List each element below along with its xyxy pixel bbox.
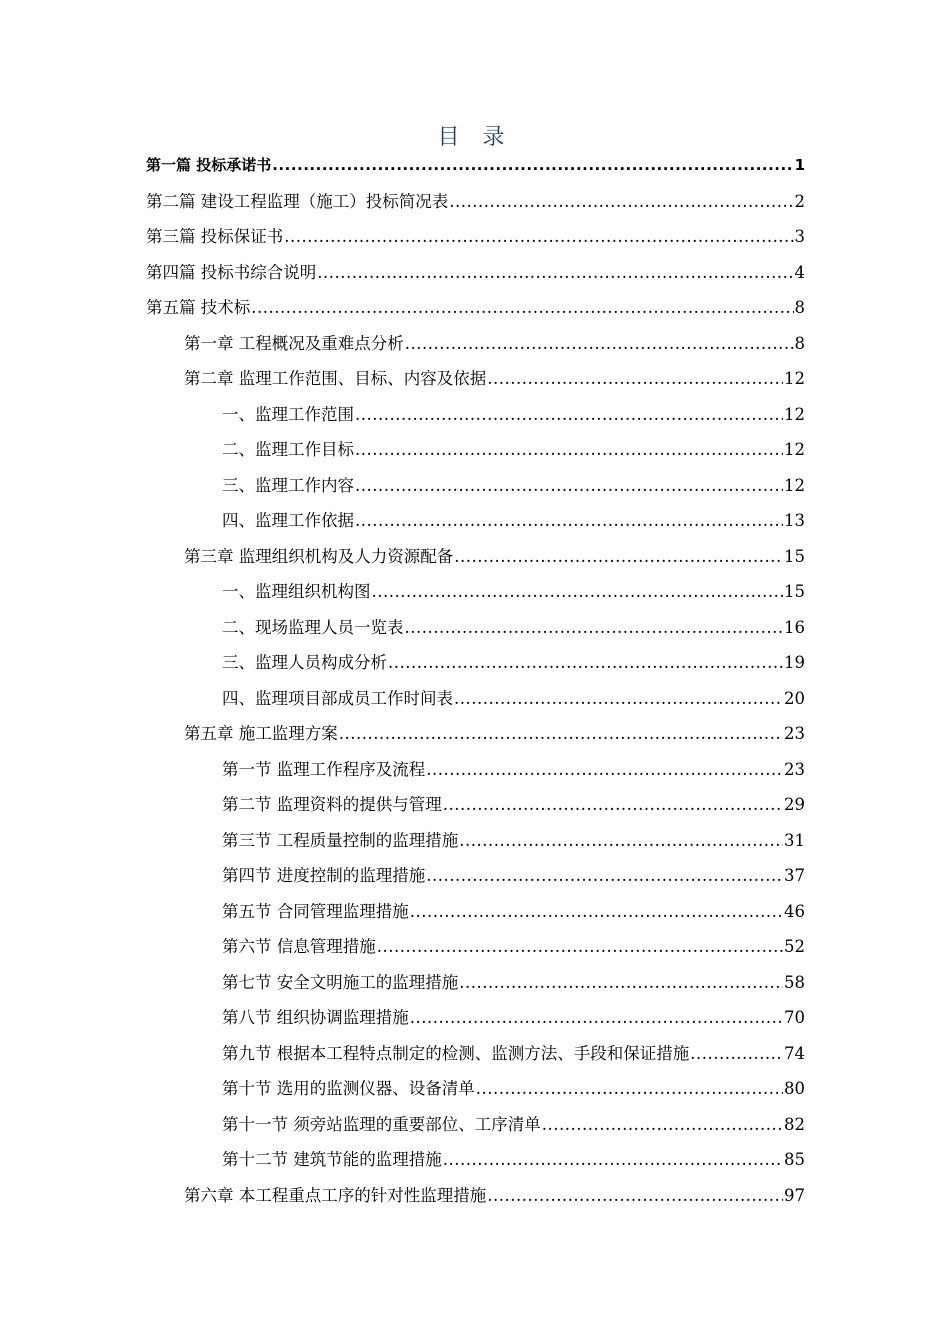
toc-entry-page: 3 bbox=[794, 227, 805, 246]
toc-entry-label: 第三节 工程质量控制的监理措施 bbox=[222, 831, 459, 850]
toc-entry-label: 第三章 监理组织机构及人力资源配备 bbox=[184, 547, 454, 566]
toc-entry-label: 第六节 信息管理措施 bbox=[222, 937, 376, 956]
toc-entry-label: 一、监理工作范围 bbox=[222, 405, 354, 424]
toc-entry[interactable] bbox=[222, 792, 805, 818]
toc-entry-label: 第八节 组织协调监理措施 bbox=[222, 1008, 409, 1027]
toc-entry-label: 第五章 施工监理方案 bbox=[184, 724, 338, 743]
dot-leader bbox=[454, 544, 783, 570]
toc-entry[interactable] bbox=[222, 1147, 805, 1173]
toc-entry[interactable] bbox=[222, 899, 805, 925]
dot-leader bbox=[476, 1076, 783, 1102]
toc-entry-page: 12 bbox=[784, 405, 805, 424]
toc-entry-label: 二、现场监理人员一览表 bbox=[222, 618, 404, 637]
dot-leader bbox=[426, 757, 783, 783]
toc-entry-label: 三、监理人员构成分析 bbox=[222, 653, 387, 672]
toc-entry-label: 第一节 监理工作程序及流程 bbox=[222, 760, 426, 779]
dot-leader bbox=[284, 224, 793, 250]
dot-leader bbox=[410, 1005, 783, 1031]
toc-entry-page: 97 bbox=[784, 1186, 805, 1205]
dot-leader bbox=[377, 934, 783, 960]
toc-entry-page: 82 bbox=[784, 1115, 805, 1134]
dot-leader bbox=[410, 899, 783, 925]
toc-entry[interactable] bbox=[222, 402, 805, 428]
dot-leader bbox=[542, 1112, 783, 1138]
toc-entry-label: 第二章 监理工作范围、目标、内容及依据 bbox=[184, 369, 487, 388]
toc-entry-page: 85 bbox=[784, 1150, 805, 1169]
toc-entry[interactable] bbox=[146, 260, 805, 286]
toc-entry-page: 2 bbox=[794, 192, 805, 211]
toc-entry[interactable] bbox=[184, 721, 805, 747]
toc-entry-page: 31 bbox=[784, 831, 805, 850]
toc-entry-label: 第五节 合同管理监理措施 bbox=[222, 902, 409, 921]
dot-leader bbox=[443, 792, 783, 818]
toc-entry[interactable] bbox=[222, 686, 805, 712]
toc-entry[interactable] bbox=[146, 295, 805, 321]
toc-entry-page: 70 bbox=[784, 1008, 805, 1027]
dot-leader bbox=[251, 295, 793, 321]
toc-entry-page: 80 bbox=[784, 1079, 805, 1098]
toc-entry[interactable] bbox=[146, 152, 805, 178]
toc-entry-page: 8 bbox=[794, 334, 805, 353]
toc-entry-page: 8 bbox=[794, 298, 805, 317]
dot-leader bbox=[317, 260, 793, 286]
toc-entry[interactable] bbox=[222, 934, 805, 960]
toc-entry-label: 第四节 进度控制的监理措施 bbox=[222, 866, 426, 885]
toc-entry-page: 23 bbox=[784, 760, 805, 779]
dot-leader bbox=[339, 721, 783, 747]
dot-leader bbox=[487, 1183, 783, 1209]
dot-leader bbox=[388, 650, 783, 676]
toc-entry-page: 20 bbox=[784, 689, 805, 708]
toc-entry-page: 19 bbox=[784, 653, 805, 672]
toc-entry[interactable] bbox=[222, 579, 805, 605]
toc-entry[interactable] bbox=[222, 508, 805, 534]
dot-leader bbox=[355, 508, 783, 534]
toc-entry[interactable] bbox=[222, 437, 805, 463]
toc-entry-page: 12 bbox=[784, 369, 805, 388]
toc-entry[interactable] bbox=[222, 1112, 805, 1138]
toc-entry-label: 三、监理工作内容 bbox=[222, 476, 354, 495]
toc-entry[interactable] bbox=[184, 1183, 805, 1209]
toc-entry[interactable] bbox=[184, 331, 805, 357]
toc-entry-label: 第十一节 须旁站监理的重要部位、工序清单 bbox=[222, 1115, 541, 1134]
toc-entry-label: 四、监理项目部成员工作时间表 bbox=[222, 689, 453, 708]
dot-leader bbox=[454, 686, 783, 712]
toc-entry-label: 第四篇 投标书综合说明 bbox=[146, 263, 317, 282]
dot-leader bbox=[449, 189, 793, 215]
toc-entry[interactable] bbox=[222, 650, 805, 676]
toc-entry-page: 37 bbox=[784, 866, 805, 885]
toc-entry[interactable] bbox=[184, 544, 805, 570]
toc-entry-label: 第七节 安全文明施工的监理措施 bbox=[222, 973, 459, 992]
toc-entry-label: 第一篇 投标承诺书 bbox=[146, 156, 272, 174]
toc-entry-page: 58 bbox=[784, 973, 805, 992]
dot-leader bbox=[690, 1041, 783, 1067]
toc-entry-label: 第十二节 建筑节能的监理措施 bbox=[222, 1150, 442, 1169]
dot-leader bbox=[272, 152, 793, 178]
toc-entry-label: 第二篇 建设工程监理（施工）投标简况表 bbox=[146, 192, 449, 211]
toc-entry[interactable] bbox=[222, 1076, 805, 1102]
dot-leader bbox=[443, 1147, 783, 1173]
toc-entry-page: 15 bbox=[784, 582, 805, 601]
toc-entry-page: 1 bbox=[794, 156, 805, 174]
toc-entry-label: 第十节 选用的监测仪器、设备清单 bbox=[222, 1079, 475, 1098]
toc-entry-label: 第五篇 技术标 bbox=[146, 298, 251, 317]
toc-entry-page: 12 bbox=[784, 476, 805, 495]
dot-leader bbox=[487, 366, 783, 392]
dot-leader bbox=[355, 402, 783, 428]
dot-leader bbox=[405, 615, 784, 641]
toc-entry-label: 第三篇 投标保证书 bbox=[146, 227, 284, 246]
toc-entry-page: 29 bbox=[784, 795, 805, 814]
dot-leader bbox=[426, 863, 783, 889]
toc-entry-page: 23 bbox=[784, 724, 805, 743]
toc-entry-label: 四、监理工作依据 bbox=[222, 511, 354, 530]
dot-leader bbox=[372, 579, 784, 605]
dot-leader bbox=[459, 828, 783, 854]
toc-entry[interactable] bbox=[222, 473, 805, 499]
toc-entry[interactable] bbox=[222, 863, 805, 889]
toc-entry-page: 13 bbox=[784, 511, 805, 530]
toc-entry-page: 4 bbox=[794, 263, 805, 282]
toc-entry-label: 一、监理组织机构图 bbox=[222, 582, 371, 601]
toc-entry-label: 第一章 工程概况及重难点分析 bbox=[184, 334, 404, 353]
toc-entry[interactable] bbox=[222, 1005, 805, 1031]
toc-entry[interactable] bbox=[146, 224, 805, 250]
toc-title: 目 录 bbox=[437, 125, 513, 150]
toc-entry[interactable] bbox=[222, 757, 805, 783]
toc-entry[interactable] bbox=[222, 1041, 805, 1067]
dot-leader bbox=[355, 437, 783, 463]
toc-entry-page: 74 bbox=[784, 1044, 805, 1063]
toc-entry-label: 第二节 监理资料的提供与管理 bbox=[222, 795, 442, 814]
toc-entry[interactable] bbox=[222, 970, 805, 996]
dot-leader bbox=[355, 473, 783, 499]
dot-leader bbox=[459, 970, 783, 996]
toc-entry-page: 46 bbox=[784, 902, 805, 921]
toc-entry-label: 第九节 根据本工程特点制定的检测、监测方法、手段和保证措施 bbox=[222, 1044, 690, 1063]
toc-entry-page: 16 bbox=[784, 618, 805, 637]
toc-entry[interactable] bbox=[146, 189, 805, 215]
toc-entry-label: 第六章 本工程重点工序的针对性监理措施 bbox=[184, 1186, 487, 1205]
toc-entry-page: 12 bbox=[784, 440, 805, 459]
toc-entry-label: 二、监理工作目标 bbox=[222, 440, 354, 459]
toc-entry[interactable] bbox=[184, 366, 805, 392]
toc-entry[interactable] bbox=[222, 615, 805, 641]
toc-entry-page: 15 bbox=[784, 547, 805, 566]
toc-entry[interactable] bbox=[222, 828, 805, 854]
toc-entry-page: 52 bbox=[784, 937, 805, 956]
dot-leader bbox=[405, 331, 794, 357]
